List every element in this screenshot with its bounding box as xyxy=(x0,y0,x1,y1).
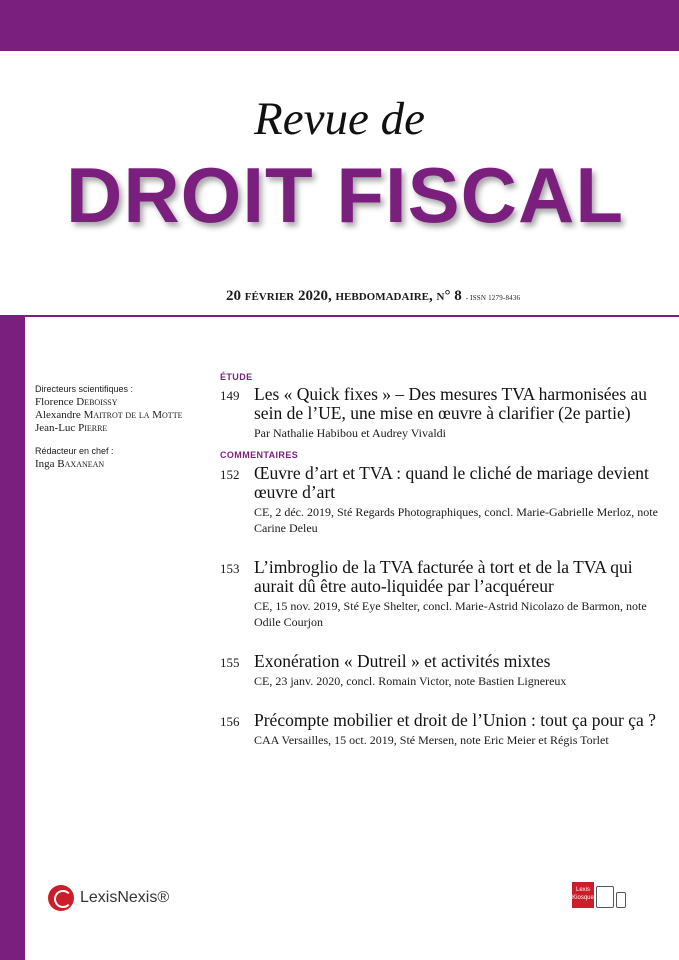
entry-number: 149 xyxy=(220,388,240,403)
phone-icon xyxy=(616,892,626,908)
entry-byline: CE, 15 nov. 2019, Sté Eye Shelter, concl. Marie-Astrid Nicolazo de Barmon, note Odile Courjon xyxy=(254,599,647,629)
entry-title: Œuvre d’art et TVA : quand le cliché de mariage devient œuvre d’art xyxy=(254,463,649,502)
toc-entry[interactable] xyxy=(220,385,660,441)
entry-title: Les « Quick fixes » – Des mesures TVA harmonisées au sein de l’UE, une mise en œuvre à clarifier (2e partie) xyxy=(254,384,648,423)
tablet-icon xyxy=(596,886,614,908)
entry-title: Exonération « Dutreil » et activités mixtes xyxy=(254,651,551,671)
table-of-contents xyxy=(220,372,660,748)
editor-label: Rédacteur en chef : xyxy=(35,446,114,456)
section-heading-commentaires: COMMENTAIRES xyxy=(220,450,299,460)
entry-number: 155 xyxy=(220,655,240,670)
publisher-name: LexisNexis® xyxy=(80,889,170,906)
toc-entry[interactable] xyxy=(220,652,660,689)
entry-number: 153 xyxy=(220,561,240,576)
issue-line xyxy=(226,288,520,305)
kiosque-logo xyxy=(572,882,626,908)
entry-title: Précompte mobilier et droit de l’Union : tout ça pour ça ? xyxy=(254,710,656,730)
separator-line xyxy=(0,315,679,317)
lexisnexis-logo xyxy=(48,880,169,916)
masthead-line1: Revue de xyxy=(254,93,425,145)
entry-byline: CAA Versailles, 15 oct. 2019, Sté Mersen, note Eric Meier et Régis Torlet xyxy=(254,733,609,747)
entry-byline: CE, 2 déc. 2019, Sté Regards Photographiques, concl. Marie-Gabrielle Merloz, note Carine Deleu xyxy=(254,505,658,535)
entry-title: L’imbroglio de la TVA facturée à tort et de la TVA qui aurait dû être auto-liquidée par l’acquéreur xyxy=(254,557,633,596)
toc-entry[interactable] xyxy=(220,711,660,748)
lexisnexis-logo-icon xyxy=(48,885,74,911)
entry-byline: CE, 23 janv. 2020, concl. Romain Victor, note Bastien Lignereux xyxy=(254,674,567,688)
entry-byline: Par Nathalie Habibou et Audrey Vivaldi xyxy=(254,426,447,440)
toc-entry[interactable] xyxy=(220,464,660,536)
credits-block xyxy=(35,383,215,471)
toc-entry[interactable] xyxy=(220,558,660,630)
issn: - ISSN 1279-8436 xyxy=(465,294,521,302)
masthead-title: DROIT FISCAL xyxy=(66,151,624,239)
left-color-band xyxy=(0,316,25,960)
section-heading-etude: ÉTUDE xyxy=(220,372,253,382)
entry-number: 156 xyxy=(220,714,240,729)
top-color-band xyxy=(0,0,679,51)
director-name: Florence Deboissy xyxy=(35,396,118,408)
directors-label: Directeurs scientifiques : xyxy=(35,384,134,394)
director-name: Alexandre Maitrot de la Motte xyxy=(35,409,183,421)
kiosque-badge: Lexis Kiosque xyxy=(572,882,594,908)
director-name: Jean-Luc Pierre xyxy=(35,422,108,434)
editor-name: Inga Baxanean xyxy=(35,458,105,470)
issue-date: 20 février 2020, hebdomadaire, n° 8 xyxy=(226,288,462,304)
entry-number: 152 xyxy=(220,467,240,482)
